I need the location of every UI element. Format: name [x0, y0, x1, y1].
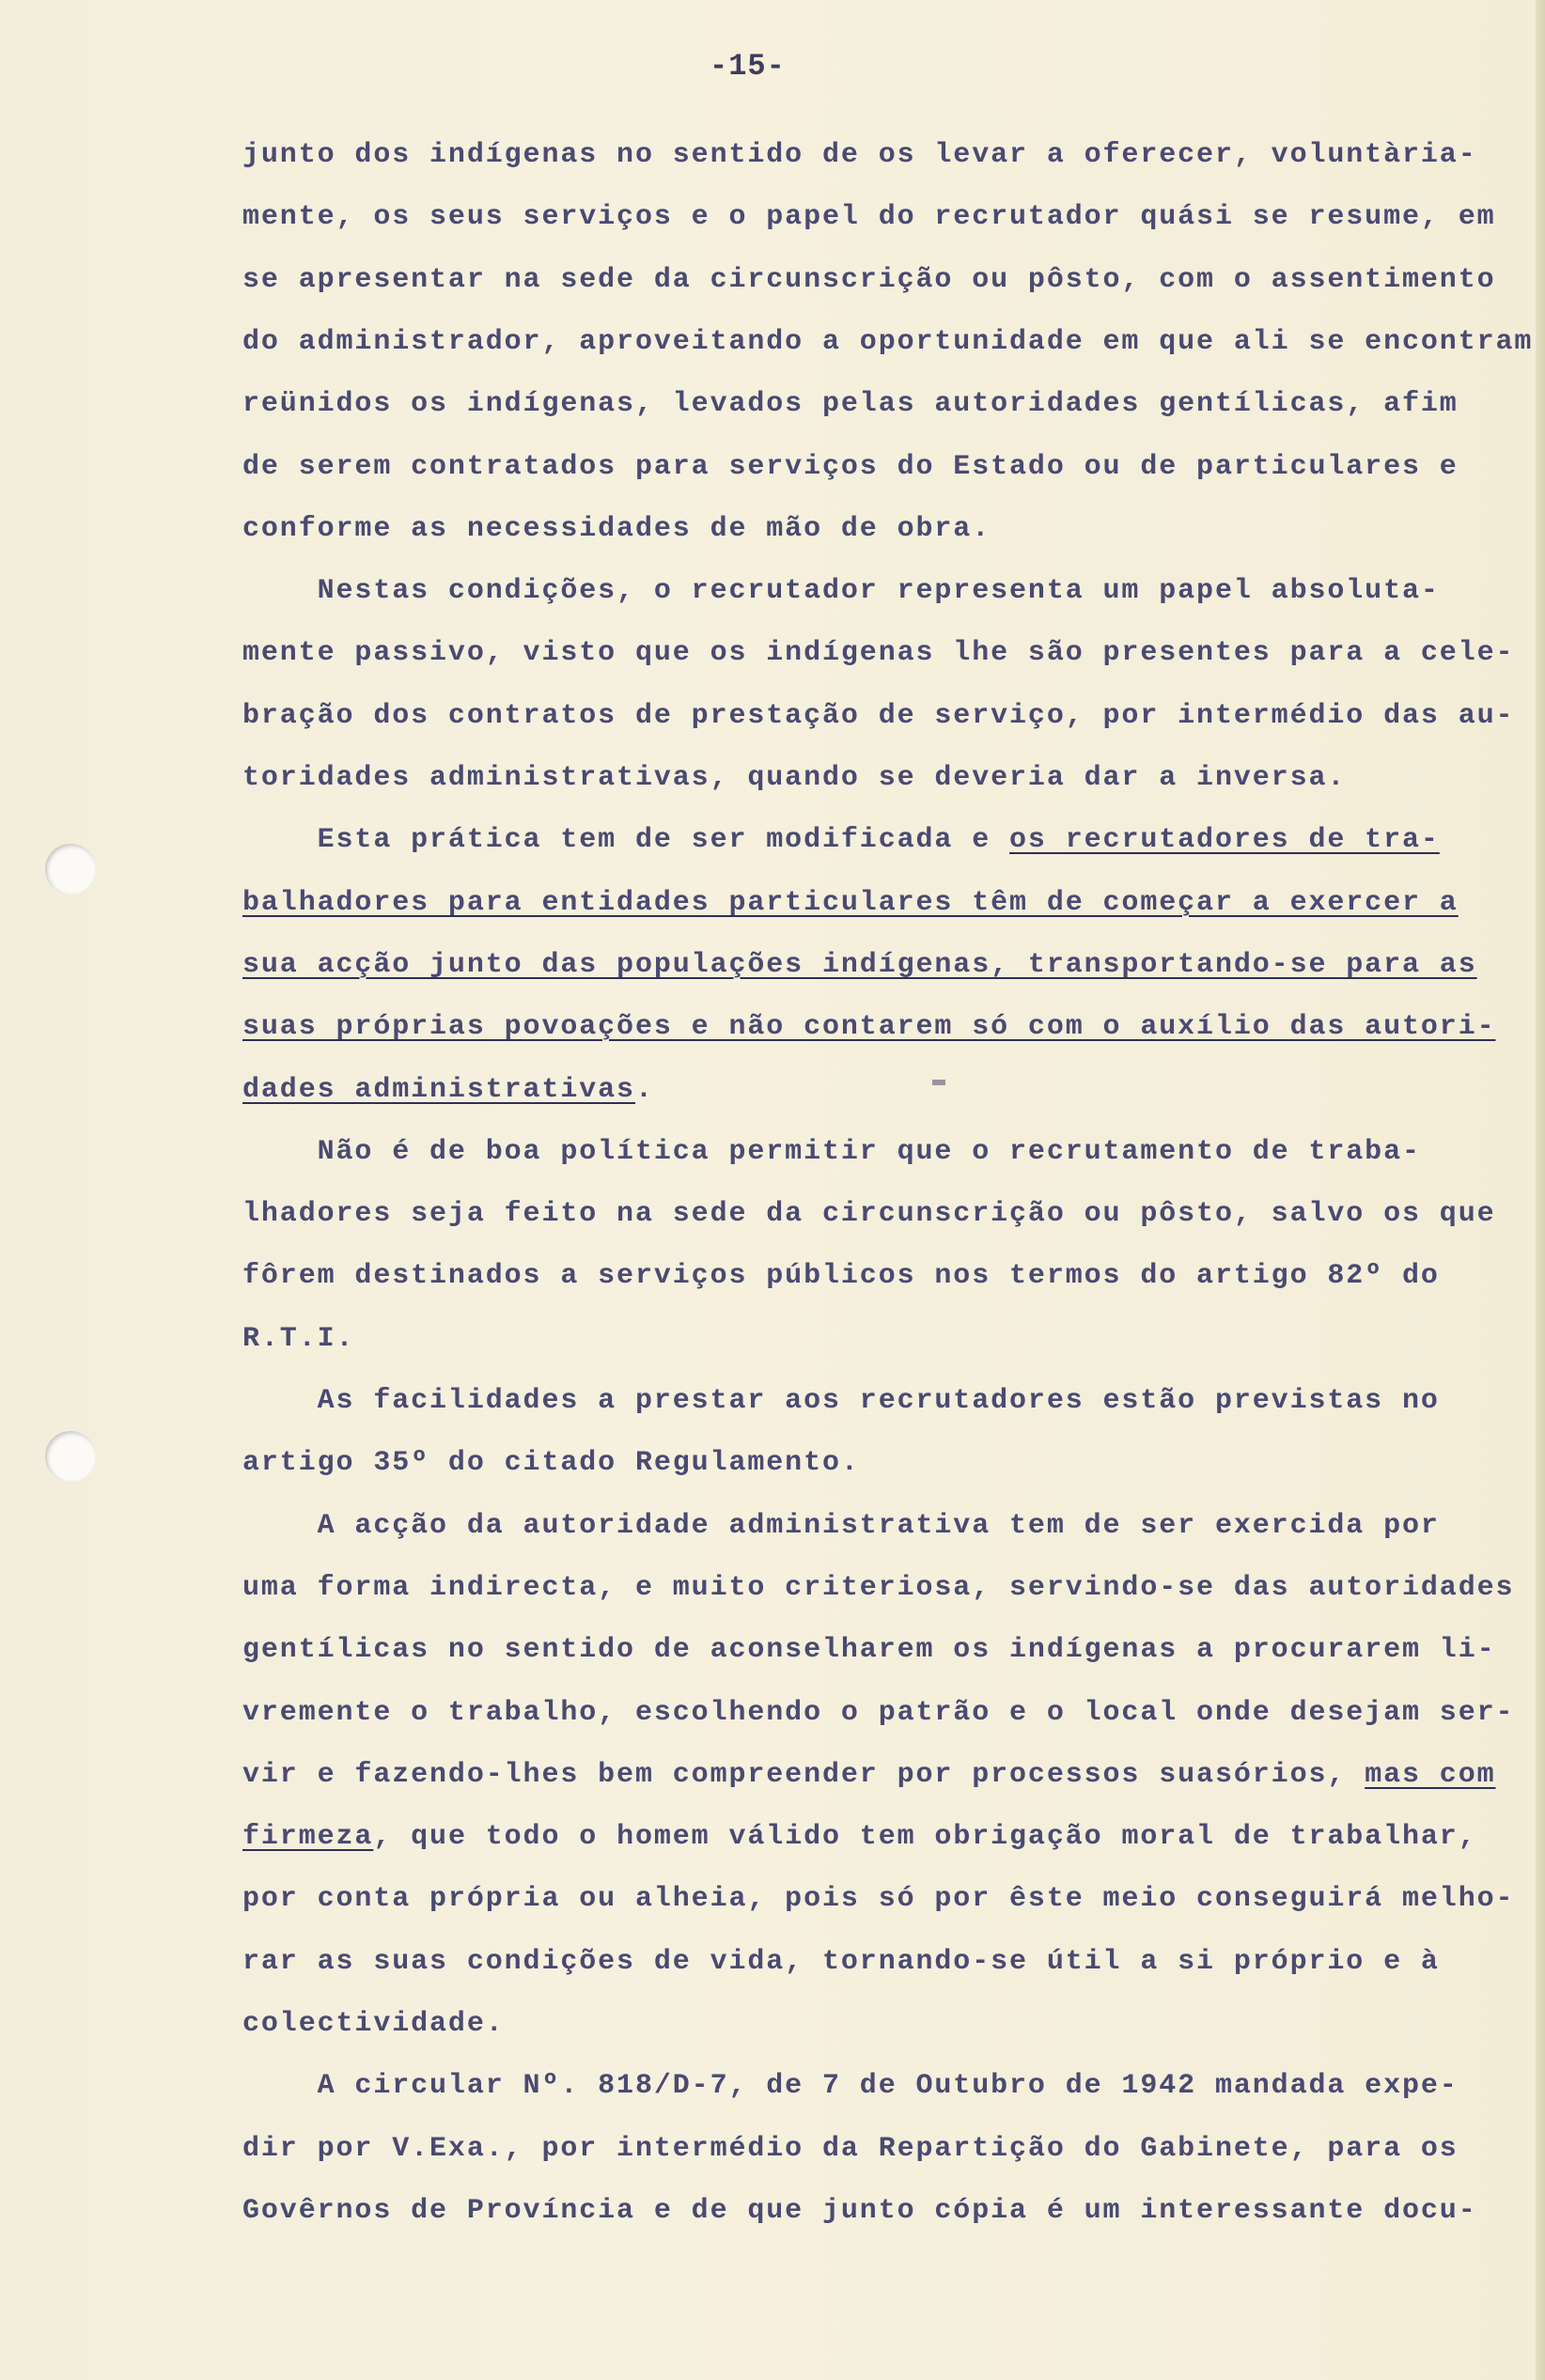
text-line	[242, 326, 1533, 358]
text-line	[242, 1759, 1496, 1791]
text-segment: mente, os seus serviços e o papel do recrutador quási se resume, em	[242, 201, 1496, 233]
text-line	[242, 1946, 1440, 1978]
underlined-text: balhadores para entidades particulares têm de começar a exercer a	[242, 887, 1459, 919]
text-segment: Govêrnos de Província e de que junto cópia é um interessante docu-	[242, 2195, 1477, 2227]
text-line	[242, 388, 1459, 420]
text-line	[242, 824, 1440, 856]
text-segment: colectividade.	[242, 2008, 505, 2040]
text-line	[242, 1447, 860, 1479]
ink-mark	[932, 1080, 945, 1085]
text-line	[242, 700, 1514, 732]
text-segment: vir e fazendo-lhes bem compreender por processos suasórios,	[242, 1759, 1366, 1791]
text-line	[242, 887, 1459, 919]
underlined-text: firmeza	[242, 1821, 374, 1853]
underlined-text: dades administrativas	[242, 1074, 635, 1106]
underlined-text: mas com	[1365, 1759, 1496, 1791]
text-line	[242, 1883, 1514, 1915]
paper-edge	[1536, 0, 1545, 2380]
text-line	[242, 139, 1477, 171]
text-line	[242, 1510, 1440, 1542]
text-line	[242, 575, 1440, 607]
text-segment: R.T.I.	[242, 1323, 355, 1355]
text-line	[242, 264, 1496, 296]
text-segment: mente passivo, visto que os indígenas lhe são presentes para a cele-	[242, 637, 1515, 669]
text-line	[242, 1011, 1496, 1043]
text-segment: fôrem destinados a serviços públicos nos termos do artigo 82º do	[242, 1260, 1440, 1292]
text-line	[242, 1634, 1496, 1666]
underlined-text: sua acção junto das populações indígenas, transportando-se para as	[242, 949, 1477, 981]
text-segment: bração dos contratos de prestação de serviço, por intermédio das au-	[242, 700, 1515, 732]
text-line	[242, 2070, 1459, 2102]
text-line	[242, 1260, 1440, 1292]
page-number: -15-	[710, 49, 786, 84]
text-segment: dir por V.Exa., por intermédio da Repartição do Gabinete, para os	[242, 2133, 1459, 2165]
text-line	[242, 637, 1514, 669]
text-line	[242, 1821, 1477, 1853]
text-line	[242, 1136, 1421, 1168]
text-segment: A circular Nº. 818/D-7, de 7 de Outubro de 1942 mandada expe-	[242, 2070, 1459, 2102]
text-line	[242, 2008, 505, 2040]
text-segment: uma forma indirecta, e muito criteriosa, servindo-se das autoridades	[242, 1572, 1515, 1604]
text-line	[242, 2195, 1477, 2227]
text-line	[242, 2133, 1459, 2165]
text-segment: , que todo o homem válido tem obrigação moral de trabalhar,	[373, 1821, 1477, 1853]
text-segment: se apresentar na sede da circunscrição ou pôsto, com o assentimento	[242, 264, 1496, 296]
text-segment: rar as suas condições de vida, tornando-se útil a si próprio e à	[242, 1946, 1440, 1978]
text-line	[242, 1323, 354, 1355]
text-segment: gentílicas no sentido de aconselharem os indígenas a procurarem li-	[242, 1634, 1496, 1666]
punch-hole	[45, 1431, 96, 1482]
text-segment: por conta própria ou alheia, pois só por êste meio conseguirá melho-	[242, 1883, 1515, 1915]
text-segment: toridades administrativas, quando se deveria dar a inversa.	[242, 762, 1347, 794]
text-line	[242, 201, 1496, 233]
text-line	[242, 513, 991, 545]
text-line	[242, 451, 1459, 483]
underlined-text: os recrutadores de tra-	[1009, 824, 1440, 856]
text-segment: vremente o trabalho, escolhendo o patrão e o local onde desejam ser-	[242, 1697, 1515, 1729]
text-segment: do administrador, aproveitando a oportunidade em que ali se encontram	[242, 326, 1534, 358]
text-line	[242, 1198, 1496, 1230]
text-segment: lhadores seja feito na sede da circunscrição ou pôsto, salvo os que	[242, 1198, 1496, 1230]
text-line	[242, 1572, 1514, 1604]
text-segment: Não é de boa política permitir que o recrutamento de traba-	[242, 1136, 1421, 1168]
text-segment: A acção da autoridade administrativa tem de ser exercida por	[242, 1510, 1440, 1542]
text-segment: As facilidades a prestar aos recrutadores estão previstas no	[242, 1385, 1440, 1417]
punch-hole	[45, 844, 96, 894]
text-segment: .	[634, 1074, 654, 1106]
text-line	[242, 949, 1477, 981]
text-line	[242, 762, 1346, 794]
text-segment: Esta prática tem de ser modificada e	[242, 824, 1010, 856]
text-segment: conforme as necessidades de mão de obra.	[242, 513, 991, 545]
text-line	[242, 1697, 1514, 1729]
text-line	[242, 1385, 1440, 1417]
text-segment: reünidos os indígenas, levados pelas autoridades gentílicas, afim	[242, 388, 1459, 420]
underlined-text: suas próprias povoações e não contarem só com o auxílio das autori-	[242, 1011, 1496, 1043]
text-segment: de serem contratados para serviços do Estado ou de particulares e	[242, 451, 1459, 483]
text-segment: Nestas condições, o recrutador representa um papel absoluta-	[242, 575, 1440, 607]
text-segment: artigo 35º do citado Regulamento.	[242, 1447, 860, 1479]
text-line	[242, 1074, 654, 1106]
text-segment: junto dos indígenas no sentido de os levar a oferecer, voluntària-	[242, 139, 1477, 171]
